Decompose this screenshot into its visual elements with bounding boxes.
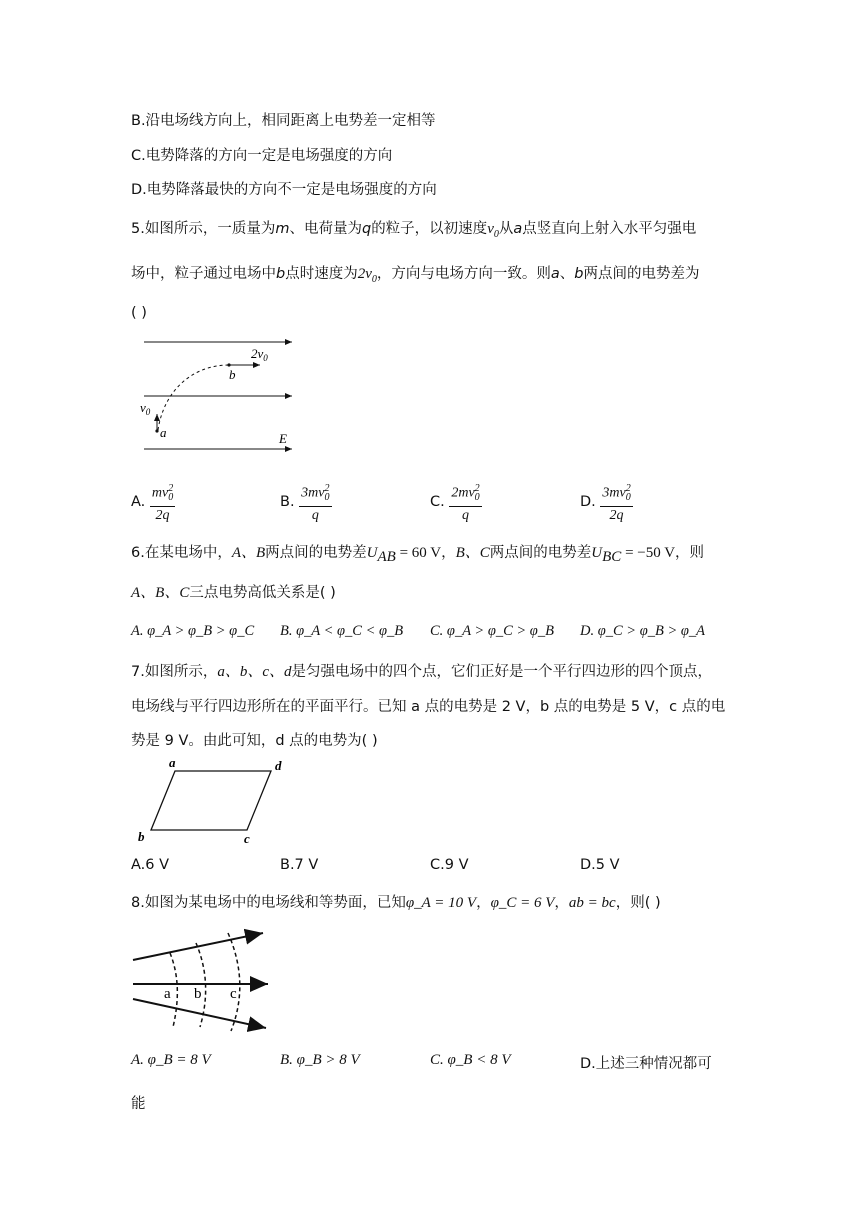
q5-figure xyxy=(138,330,303,455)
q6-option-c: C. φ_A > φ_C > φ_B xyxy=(430,623,554,639)
q7-stem-line2: 电场线与平行四边形所在的平面平行。已知 a 点的电势是 2 V，b 点的电势是 5 V，c 点的电 xyxy=(131,699,726,715)
label-c: c xyxy=(230,986,237,1002)
q5-option-c: C. $\frac{2mv^2_0}{q}$ xyxy=(430,480,482,524)
vertex-b: b xyxy=(138,829,145,844)
q4-option-b: B.沿电场线方向上，相同距离上电势差一定相等 xyxy=(131,113,436,129)
label-E: E xyxy=(279,431,287,446)
q5-option-d: D. $\frac{3mv^2_0}{2q}$ xyxy=(580,480,633,524)
q7-option-b: B.7 V xyxy=(280,857,319,873)
vertex-d: d xyxy=(275,758,282,773)
label-a: a xyxy=(164,986,171,1002)
q8-option-b: B. φ_B > 8 V xyxy=(280,1052,360,1068)
label-b: b xyxy=(229,367,236,382)
parallelogram xyxy=(151,771,271,830)
q8-field-figure xyxy=(128,925,278,1035)
q6-option-d: D. φ_C > φ_B > φ_A xyxy=(580,623,705,639)
equipotential-a xyxy=(170,953,177,1027)
q5-stem-line2: 场中，粒子通过电场中b点时速度为$2v_0$，方向与电场方向一致。则a、b两点间的电势差为 xyxy=(131,266,700,285)
q8-option-a: A. φ_B = 8 V xyxy=(131,1052,211,1068)
label-v0: $v_0$ xyxy=(140,400,151,417)
q7-option-d: D.5 V xyxy=(580,857,620,873)
vertex-c: c xyxy=(244,831,250,846)
trajectory xyxy=(158,365,229,430)
q7-option-c: C.9 V xyxy=(430,857,469,873)
q7-stem-line3: 势是 9 V。由此可知，d 点的电势为( ) xyxy=(131,733,378,749)
q5-stem-line3: ( ) xyxy=(131,305,147,321)
q8-option-d: D.上述三种情况都可 xyxy=(580,1056,712,1072)
label-a: a xyxy=(160,425,167,440)
q5-stem-line1: 5.如图所示，一质量为m、电荷量为q的粒子，以初速度$v_0$从a点竖直向上射入水平匀强电 xyxy=(131,221,697,240)
q6-stem-line1: 6.在某电场中，A、B两点间的电势差$U_{AB} = 60$ V，B、C两点间的电势差$U_{BC} = -50$ V，则 xyxy=(131,545,705,565)
q6-option-b: B. φ_A < φ_C < φ_B xyxy=(280,623,404,639)
q7-parallelogram-figure xyxy=(134,755,294,850)
q7-option-a: A.6 V xyxy=(131,857,170,873)
q8-option-d-wrap: 能 xyxy=(131,1096,146,1112)
q4-option-c: C.电势降落的方向一定是电场强度的方向 xyxy=(131,148,393,164)
field-line-lower xyxy=(133,999,266,1028)
q7-stem-line1: 7.如图所示，a、b、c、d是匀强电场中的四个点，它们正好是一个平行四边形的四个顶点， xyxy=(131,664,713,680)
label-b: b xyxy=(194,986,202,1002)
q6-option-a: A. φ_A > φ_B > φ_C xyxy=(131,623,255,639)
q6-stem-line2: A、B、C三点电势高低关系是( ) xyxy=(131,585,336,601)
vertex-a: a xyxy=(169,755,176,770)
q8-stem: 8.如图为某电场中的电场线和等势面，已知φ_A = 10 V，φ_C = 6 V，ab = bc，则( ) xyxy=(131,895,661,911)
q5-option-b: B. $\frac{3mv^2_0}{q}$ xyxy=(280,480,332,524)
q8-option-c: C. φ_B < 8 V xyxy=(430,1052,511,1068)
q4-option-d: D.电势降落最快的方向不一定是电场强度的方向 xyxy=(131,182,437,198)
equipotential-c xyxy=(228,933,240,1031)
q5-option-a: A. $\frac{mv^2_0}{2q}$ xyxy=(131,480,175,524)
label-2v0: $2v_0$ xyxy=(251,346,268,363)
